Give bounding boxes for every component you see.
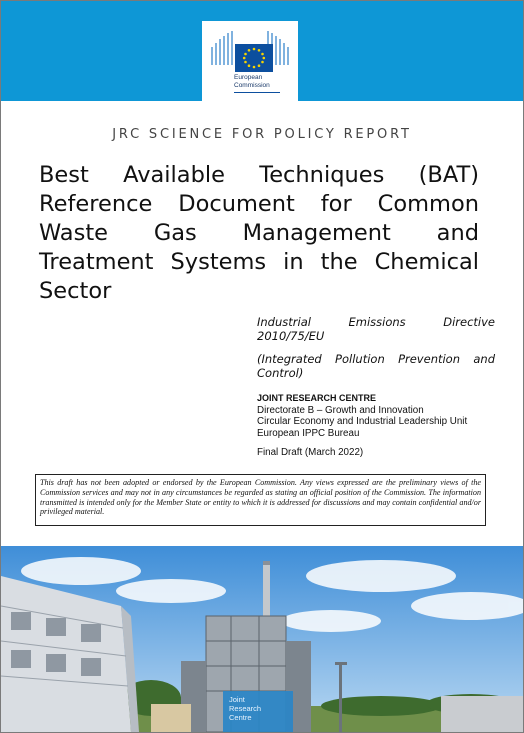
jrc-sign-line2: Research xyxy=(229,704,262,713)
logo-text-line1: European xyxy=(234,74,263,81)
logo-text-line2: Commission xyxy=(234,82,270,89)
org-line-unit: Circular Economy and Industrial Leadership Unit xyxy=(257,416,468,427)
logo-wordmark xyxy=(234,74,270,90)
disclaimer-box: This draft has not been adopted or endorsed by the European Commission. Any views expressed are the preliminary views of the Commission services and may not in any circumstances be regarded as stating an official position of the Commission. The information transmitted is intended only for the Member State or entity to which it is addressed for discussions and may contain confidential and/or privileged material. xyxy=(35,474,486,526)
directive-subtitle: Industrial Emissions Directive 2010/75/EU xyxy=(257,315,495,343)
org-line-centre: JOINT RESEARCH CENTRE xyxy=(257,393,377,403)
jrc-sign-text xyxy=(229,695,261,722)
org-line-directorate: Directorate B – Growth and Innovation xyxy=(257,404,424,416)
jrc-sign-line1: Joint xyxy=(229,695,245,704)
logo-underline xyxy=(234,92,280,93)
organisation-block xyxy=(257,393,507,439)
ippc-subtitle: (Integrated Pollution Prevention and Control) xyxy=(257,352,495,380)
draft-status: Final Draft (March 2022) xyxy=(257,447,364,458)
org-line-bureau: European IPPC Bureau xyxy=(257,427,360,439)
document-title: Best Available Techniques (BAT) Reference Document for Common Waste Gas Management and Treatment Systems in the Chemical Sector xyxy=(39,162,479,304)
cover-photo xyxy=(1,546,523,732)
report-series: JRC SCIENCE FOR POLICY REPORT xyxy=(112,127,412,142)
eu-flag-icon xyxy=(235,44,273,72)
european-commission-logo xyxy=(202,21,302,105)
jrc-sign-line3: Centre xyxy=(229,713,252,722)
